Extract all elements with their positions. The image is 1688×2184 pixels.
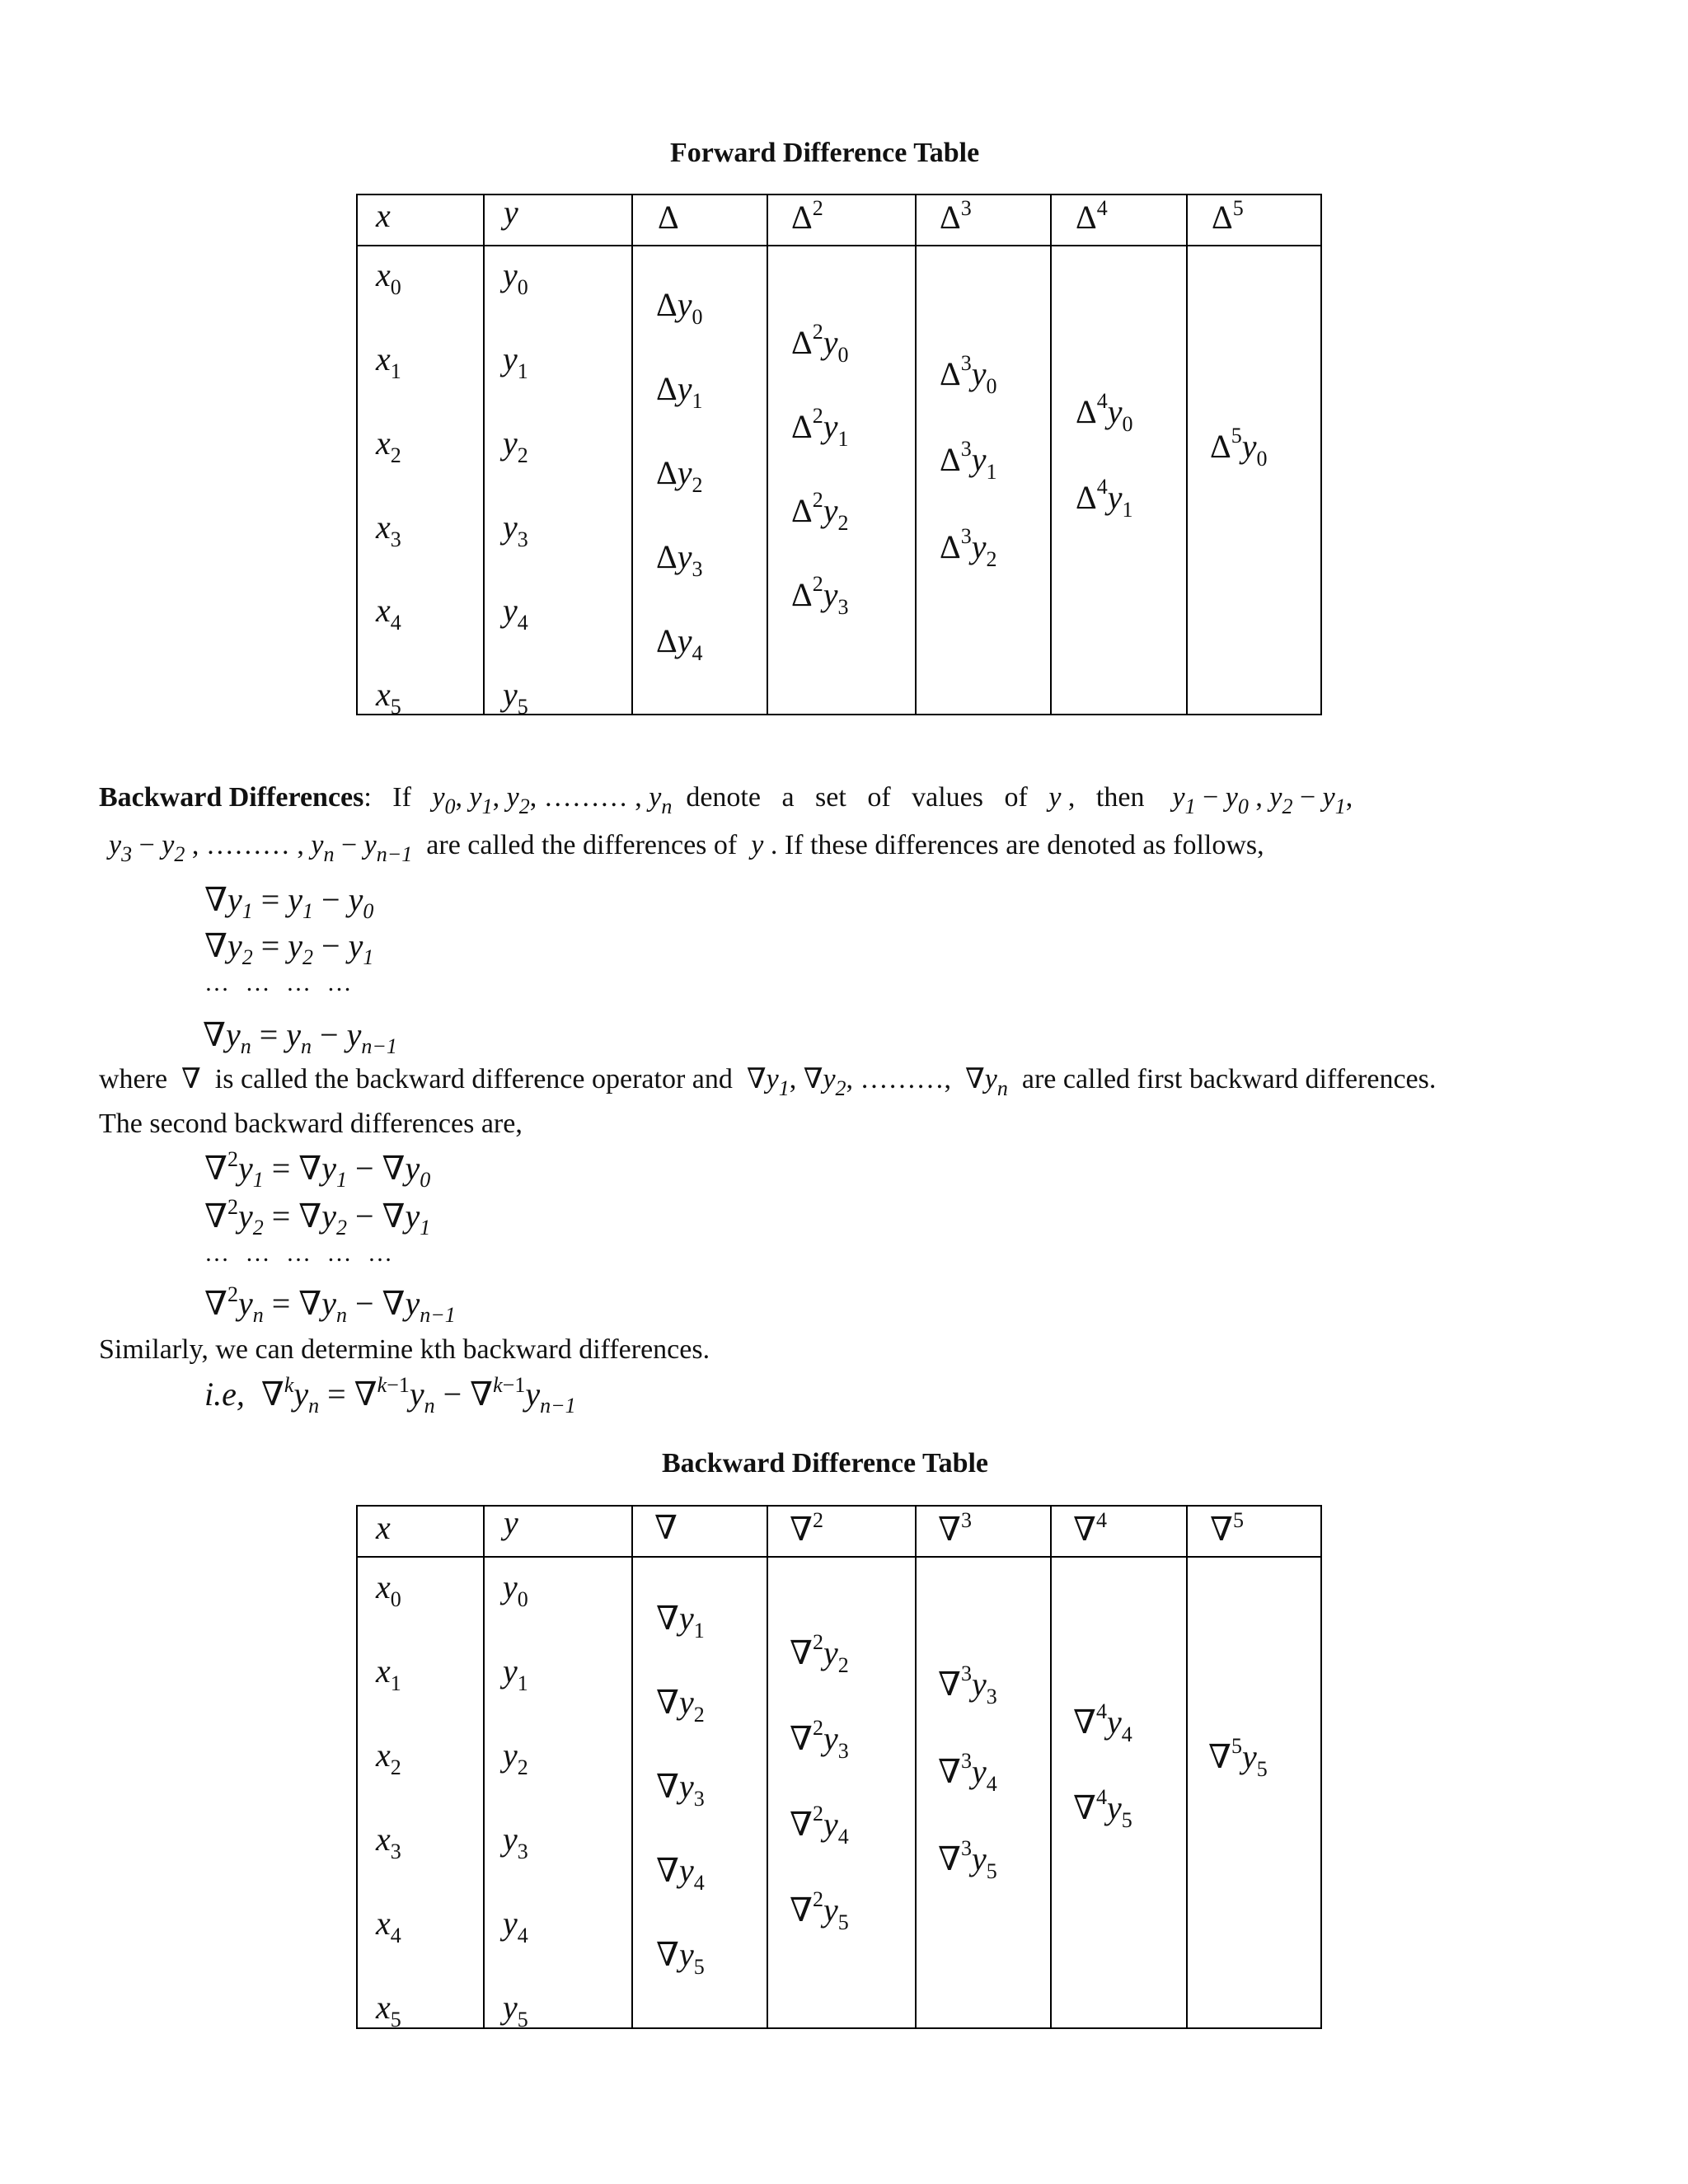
first-eq-2: $\nabla y_2 = y_2 - y_1$ [204, 927, 374, 969]
backward-x1: $x_1$ [376, 1652, 401, 1695]
second-eq-dots: … … … … … [204, 1240, 397, 1267]
second-intro: The second backward differences are, [99, 1108, 523, 1139]
backward-y5: $y_5$ [503, 1989, 528, 2032]
backward-d4-4: $\nabla^4y_4$ [1073, 1699, 1132, 1746]
backward-d1-3: $\nabla y_3$ [656, 1768, 705, 1811]
forward-header-delta2: $\Delta^2$ [791, 196, 823, 236]
backward-intro-line2: $y_3 - y_2$ , ……… , $y_n - y_{n-1}$ are called the differences of y . If these differences are denoted as follows, [109, 830, 1264, 866]
backward-d2-5: $\nabla^2y_5$ [790, 1887, 849, 1934]
forward-x1: $x_1$ [376, 340, 401, 383]
backward-d3-5: $\nabla^3y_5$ [938, 1836, 997, 1883]
forward-d4-0: $\Delta^4y_0$ [1076, 389, 1133, 436]
backward-x5: $x_5$ [376, 1989, 401, 2032]
backward-d5-5: $\nabla^5y_5$ [1208, 1734, 1268, 1781]
backward-y2: $y_2$ [503, 1736, 528, 1779]
backward-header-nabla3: ∇$^3$ [938, 1508, 972, 1548]
forward-x0: $x_0$ [376, 256, 401, 299]
backward-x0: $x_0$ [376, 1568, 401, 1611]
forward-y3: $y_3$ [503, 509, 528, 551]
forward-d3-0: $\Delta^3y_0$ [940, 351, 997, 398]
first-eq-dots: … … … … [204, 969, 357, 996]
backward-d2-2: $\nabla^2y_2$ [790, 1630, 849, 1677]
backward-table-title: Backward Difference Table [662, 1448, 989, 1479]
backward-d1-2: $\nabla y_2$ [656, 1684, 705, 1727]
backward-x3: $x_3$ [376, 1821, 401, 1863]
first-eq-n: $\nabla y_n = y_n - y_{n-1}$ [203, 1016, 397, 1058]
forward-d2-3: $\Delta^2y_3$ [791, 572, 849, 619]
general-eq: i.e, $\nabla^ky_n = \nabla^{k-1}y_n - \nabla^{k-1}y_{n-1}$ [204, 1373, 576, 1418]
backward-header-nabla1: ∇ [654, 1509, 678, 1546]
backward-intro-line1: Backward Differences: If $y_0$, $y_1$, $y_2$, ……… , $y_n$ denote a set of values of y , then $y_1 - y_0$ , $y_2 - y_1$, [99, 782, 1353, 818]
backward-d2-3: $\nabla^2y_3$ [790, 1716, 849, 1763]
forward-x3: $x_3$ [376, 509, 401, 551]
forward-d4-1: $\Delta^4y_1$ [1076, 475, 1133, 522]
backward-y0: $y_0$ [503, 1568, 528, 1611]
forward-y2: $y_2$ [503, 424, 528, 467]
forward-y1: $y_1$ [503, 340, 528, 383]
similarly-line: Similarly, we can determine kth backward differences. [99, 1334, 710, 1365]
forward-d1-1: $\Delta y_1$ [656, 370, 703, 413]
forward-difference-table [356, 194, 1322, 719]
forward-d2-0: $\Delta^2y_0$ [791, 320, 849, 367]
forward-d3-2: $\Delta^3y_2$ [940, 524, 997, 571]
backward-y3: $y_3$ [503, 1821, 528, 1863]
second-eq-n: $\nabla^2y_n = \nabla y_n - \nabla y_{n-1}$ [204, 1282, 456, 1327]
where-line: where ∇ is called the backward difference operator and $\nabla y_1$, $\nabla y_2$, ………, $\nabla y_n$ are called first backward differences. [99, 1064, 1437, 1100]
forward-table-title: Forward Difference Table [670, 138, 980, 168]
backward-d3-3: $\nabla^3y_3$ [938, 1661, 997, 1708]
backward-x2: $x_2$ [376, 1736, 401, 1779]
backward-d4-5: $\nabla^4y_5$ [1073, 1785, 1132, 1832]
forward-x4: $x_4$ [376, 592, 401, 635]
backward-header-y: y [504, 1504, 518, 1541]
forward-d2-1: $\Delta^2y_1$ [791, 404, 849, 451]
first-eq-1: $\nabla y_1 = y_1 - y_0$ [204, 881, 374, 923]
forward-y0: $y_0$ [503, 256, 528, 299]
forward-header-delta3: $\Delta^3$ [940, 196, 972, 236]
forward-y5: $y_5$ [503, 676, 528, 719]
forward-d1-3: $\Delta y_3$ [656, 538, 703, 581]
forward-y4: $y_4$ [503, 592, 528, 635]
backward-d3-4: $\nabla^3y_4$ [938, 1749, 997, 1796]
backward-header-x: x [376, 1509, 391, 1546]
backward-header-nabla5: ∇$^5$ [1210, 1508, 1244, 1548]
forward-d2-2: $\Delta^2y_2$ [791, 488, 849, 535]
forward-header-delta5: $\Delta^5$ [1212, 196, 1244, 236]
forward-header-delta4: $\Delta^4$ [1076, 196, 1108, 236]
forward-x2: $x_2$ [376, 424, 401, 467]
second-eq-1: $\nabla^2y_1 = \nabla y_1 - \nabla y_0$ [204, 1147, 431, 1192]
backward-header-nabla4: ∇$^4$ [1073, 1508, 1107, 1548]
forward-d3-1: $\Delta^3y_1$ [940, 437, 997, 484]
backward-d1-1: $\nabla y_1$ [656, 1600, 705, 1643]
backward-d1-5: $\nabla y_5$ [656, 1936, 705, 1979]
forward-d1-2: $\Delta y_2$ [656, 454, 703, 497]
backward-heading: Backward Differences [99, 782, 364, 813]
forward-x5: $x_5$ [376, 676, 401, 719]
backward-y1: $y_1$ [503, 1652, 528, 1695]
backward-difference-table [356, 1505, 1322, 2032]
backward-y4: $y_4$ [503, 1905, 528, 1947]
second-eq-2: $\nabla^2y_2 = \nabla y_2 - \nabla y_1$ [204, 1195, 431, 1240]
backward-header-nabla2: ∇$^2$ [790, 1508, 823, 1548]
forward-header-x: x [376, 197, 391, 234]
backward-d2-4: $\nabla^2y_4$ [790, 1802, 849, 1849]
forward-d5-0: $\Delta^5y_0$ [1210, 424, 1268, 471]
forward-header-y: y [504, 194, 518, 231]
forward-d1-4: $\Delta y_4$ [656, 622, 703, 665]
forward-header-delta1: Δ [658, 199, 679, 236]
backward-d1-4: $\nabla y_4$ [656, 1852, 705, 1895]
forward-d1-0: $\Delta y_0$ [656, 286, 703, 329]
backward-x4: $x_4$ [376, 1905, 401, 1947]
